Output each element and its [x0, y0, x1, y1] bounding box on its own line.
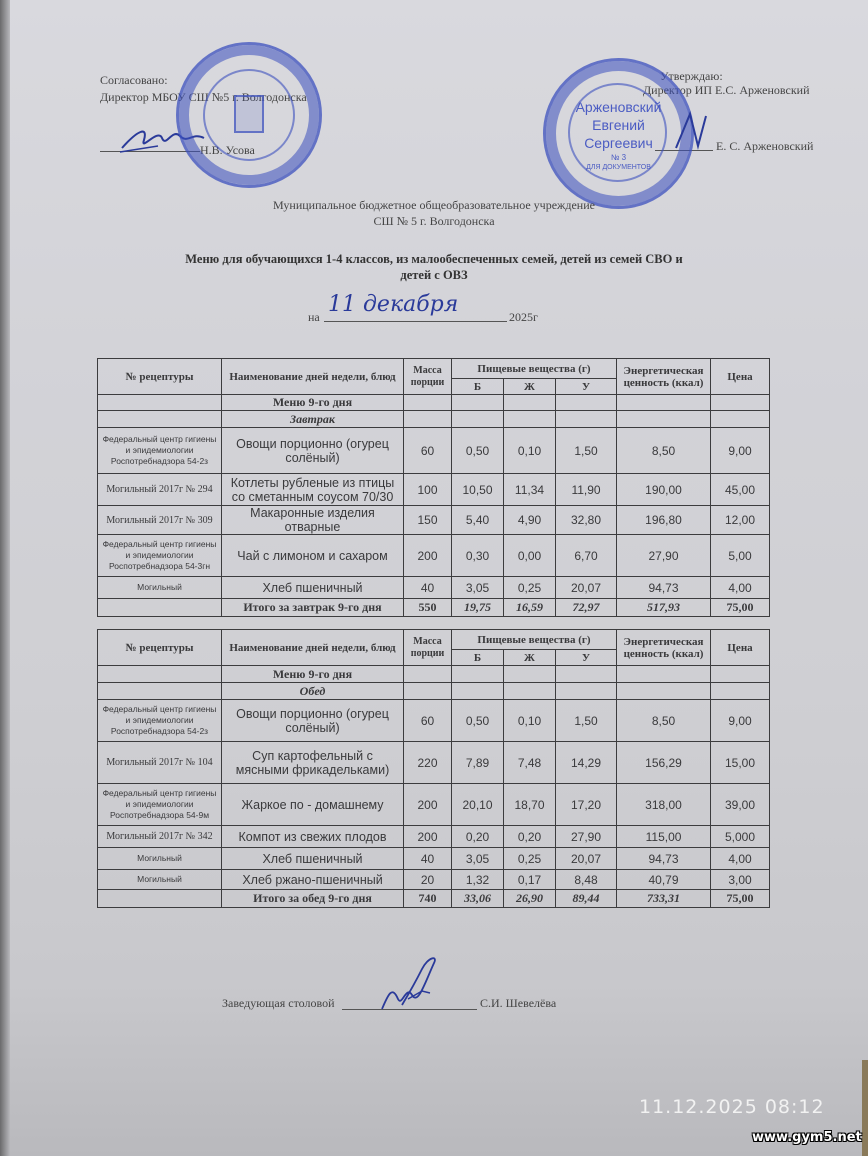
- energy-cell: 94,73: [617, 577, 711, 599]
- mass-cell: 220: [404, 742, 452, 784]
- approval-right-position: Директор ИП Е.С. Арженовский: [643, 83, 810, 97]
- col-b: Б: [452, 650, 504, 666]
- protein-cell: 1,32: [452, 870, 504, 890]
- carbs-cell: 20,07: [556, 577, 617, 599]
- col-zh: Ж: [504, 650, 556, 666]
- price-cell: 5,00: [711, 535, 770, 577]
- price-cell: 4,00: [711, 848, 770, 870]
- recipe-cell: Федеральный центр гигиены и эпидемиологии Роспотребнадзора 54-9м: [98, 784, 222, 826]
- col-zh: Ж: [504, 379, 556, 395]
- protein-cell: 10,50: [452, 474, 504, 506]
- total-protein: 19,75: [452, 599, 504, 617]
- dish-cell: Макаронные изделия отварные: [222, 506, 404, 535]
- energy-cell: 27,90: [617, 535, 711, 577]
- meal-label: Завтрак: [222, 411, 404, 428]
- dish-cell: Овощи порционно (огурец солёный): [222, 428, 404, 474]
- stamp-line-4: № 3: [610, 153, 627, 162]
- date-prefix: на: [308, 310, 320, 324]
- total-carbs: 89,44: [556, 890, 617, 908]
- recipe-cell: Федеральный центр гигиены и эпидемиологии Роспотребнадзора 54-3гн: [98, 535, 222, 577]
- dish-cell: Жаркое по - домашнему: [222, 784, 404, 826]
- approval-left-position: Директор МБОУ СШ №5 г. Волгодонска: [100, 90, 307, 104]
- carbs-cell: 27,90: [556, 826, 617, 848]
- mass-cell: 20: [404, 870, 452, 890]
- recipe-cell: Могильный: [98, 577, 222, 599]
- price-cell: 9,00: [711, 700, 770, 742]
- total-row: [98, 599, 770, 617]
- fat-cell: 4,90: [504, 506, 556, 535]
- dish-cell: Хлеб ржано-пшеничный: [222, 870, 404, 890]
- table-row: [98, 700, 770, 742]
- table-row: [98, 848, 770, 870]
- fat-cell: 0,20: [504, 826, 556, 848]
- date-handwritten: 11 декабря: [328, 292, 459, 317]
- energy-cell: 40,79: [617, 870, 711, 890]
- energy-cell: 318,00: [617, 784, 711, 826]
- footer-position: Заведующая столовой: [222, 996, 335, 1010]
- total-energy: 733,31: [617, 890, 711, 908]
- col-u: У: [556, 650, 617, 666]
- price-cell: 4,00: [711, 577, 770, 599]
- carbs-cell: 20,07: [556, 848, 617, 870]
- coat-of-arms-icon: [234, 95, 264, 133]
- protein-cell: 0,20: [452, 826, 504, 848]
- approval-left-stamp: [176, 42, 322, 188]
- table-row: [98, 742, 770, 784]
- date-year: 2025г: [509, 310, 538, 324]
- price-cell: 9,00: [711, 428, 770, 474]
- table-row: [98, 428, 770, 474]
- dish-cell: Чай с лимоном и сахаром: [222, 535, 404, 577]
- mass-cell: 60: [404, 428, 452, 474]
- col-b: Б: [452, 379, 504, 395]
- fat-cell: 0,00: [504, 535, 556, 577]
- mass-cell: 40: [404, 848, 452, 870]
- total-price: 75,00: [711, 599, 770, 617]
- org-name-line-1: Муниципальное бюджетное общеобразовательное учреждение: [273, 198, 595, 212]
- mass-cell: 200: [404, 535, 452, 577]
- protein-cell: 0,50: [452, 700, 504, 742]
- col-dish: Наименование дней недели, блюд: [222, 630, 404, 666]
- col-mass: Масса порции: [404, 630, 452, 666]
- total-price: 75,00: [711, 890, 770, 908]
- total-row: [98, 890, 770, 908]
- total-energy: 517,93: [617, 599, 711, 617]
- approval-left-name: Н.В. Усова: [200, 143, 255, 157]
- fat-cell: 18,70: [504, 784, 556, 826]
- dish-cell: Хлеб пшеничный: [222, 577, 404, 599]
- col-recipe: № рецептуры: [98, 630, 222, 666]
- carbs-cell: 8,48: [556, 870, 617, 890]
- recipe-cell: Федеральный центр гигиены и эпидемиологии Роспотребнадзора 54-2з: [98, 700, 222, 742]
- carbs-cell: 1,50: [556, 428, 617, 474]
- fat-cell: 0,17: [504, 870, 556, 890]
- stamp-line-3: Сергеевич: [584, 135, 653, 151]
- recipe-cell: Могильный 2017г № 342: [98, 826, 222, 848]
- energy-cell: 8,50: [617, 700, 711, 742]
- day-label: Меню 9-го дня: [222, 666, 404, 683]
- table-row: [98, 474, 770, 506]
- dish-cell: Овощи порционно (огурец солёный): [222, 700, 404, 742]
- menu-title-line-1: Меню для обучающихся 1-4 классов, из малообеспеченных семей, детей из семей СВО и: [185, 252, 683, 266]
- fat-cell: 7,48: [504, 742, 556, 784]
- date-line: [324, 321, 507, 322]
- price-cell: 45,00: [711, 474, 770, 506]
- approval-right-name: Е. С. Арженовский: [716, 139, 814, 153]
- stamp-line-5: ДЛЯ ДОКУМЕНТОВ: [586, 164, 651, 171]
- approval-right-label: Утверждаю:: [660, 69, 723, 83]
- stamp-line-2: Евгений: [592, 117, 645, 133]
- carbs-cell: 1,50: [556, 700, 617, 742]
- recipe-cell: Могильный: [98, 870, 222, 890]
- fat-cell: 0,10: [504, 428, 556, 474]
- recipe-cell: Федеральный центр гигиены и эпидемиологии Роспотребнадзора 54-2з: [98, 428, 222, 474]
- total-protein: 33,06: [452, 890, 504, 908]
- dish-cell: Хлеб пшеничный: [222, 848, 404, 870]
- col-mass: Масса порции: [404, 359, 452, 395]
- dish-cell: Котлеты рубленые из птицы со сметанным соусом 70/30: [222, 474, 404, 506]
- recipe-cell: Могильный: [98, 848, 222, 870]
- mass-cell: 150: [404, 506, 452, 535]
- protein-cell: 0,30: [452, 535, 504, 577]
- carbs-cell: 32,80: [556, 506, 617, 535]
- photo-left-edge: [0, 0, 10, 1156]
- mass-cell: 200: [404, 784, 452, 826]
- org-name-line-2: СШ № 5 г. Волгодонска: [373, 214, 495, 228]
- table-row: [98, 826, 770, 848]
- protein-cell: 20,10: [452, 784, 504, 826]
- carbs-cell: 6,70: [556, 535, 617, 577]
- mass-cell: 200: [404, 826, 452, 848]
- protein-cell: 7,89: [452, 742, 504, 784]
- energy-cell: 115,00: [617, 826, 711, 848]
- price-cell: 3,00: [711, 870, 770, 890]
- total-carbs: 72,97: [556, 599, 617, 617]
- table-row: [98, 577, 770, 599]
- footer-name: С.И. Шевелёва: [480, 996, 557, 1010]
- table-row: [98, 506, 770, 535]
- menu-title-line-2: детей с ОВЗ: [400, 268, 468, 282]
- table-row: [98, 784, 770, 826]
- energy-cell: 190,00: [617, 474, 711, 506]
- protein-cell: 3,05: [452, 848, 504, 870]
- fat-cell: 0,10: [504, 700, 556, 742]
- dish-cell: Суп картофельный с мясными фрикадельками): [222, 742, 404, 784]
- mass-cell: 60: [404, 700, 452, 742]
- energy-cell: 196,80: [617, 506, 711, 535]
- col-recipe: № рецептуры: [98, 359, 222, 395]
- lunch-table: [97, 629, 770, 908]
- carbs-cell: 14,29: [556, 742, 617, 784]
- recipe-cell: Могильный 2017г № 294: [98, 474, 222, 506]
- day-label: Меню 9-го дня: [222, 395, 404, 411]
- col-energy: Энергетическая ценность (ккал): [617, 630, 711, 666]
- stamp-line-1: Арженовский: [575, 99, 662, 115]
- carbs-cell: 17,20: [556, 784, 617, 826]
- approval-right-signature: [672, 110, 712, 150]
- fat-cell: 0,25: [504, 848, 556, 870]
- watermark: www.gym5.net: [752, 1130, 862, 1145]
- meal-label: Обед: [222, 683, 404, 700]
- mass-cell: 100: [404, 474, 452, 506]
- price-cell: 39,00: [711, 784, 770, 826]
- recipe-cell: Могильный 2017г № 309: [98, 506, 222, 535]
- footer-signature: [378, 955, 438, 1011]
- photo-timestamp: 11.12.2025 08:12: [639, 1096, 825, 1118]
- protein-cell: 5,40: [452, 506, 504, 535]
- energy-cell: 94,73: [617, 848, 711, 870]
- total-fat: 16,59: [504, 599, 556, 617]
- col-nutrients: Пищевые вещества (г): [452, 359, 617, 379]
- breakfast-table: [97, 358, 770, 617]
- fat-cell: 11,34: [504, 474, 556, 506]
- carbs-cell: 11,90: [556, 474, 617, 506]
- mass-cell: 40: [404, 577, 452, 599]
- col-price: Цена: [711, 359, 770, 395]
- price-cell: 12,00: [711, 506, 770, 535]
- protein-cell: 0,50: [452, 428, 504, 474]
- price-cell: 15,00: [711, 742, 770, 784]
- fat-cell: 0,25: [504, 577, 556, 599]
- dish-cell: Компот из свежих плодов: [222, 826, 404, 848]
- col-u: У: [556, 379, 617, 395]
- col-dish: Наименование дней недели, блюд: [222, 359, 404, 395]
- protein-cell: 3,05: [452, 577, 504, 599]
- price-cell: 5,000: [711, 826, 770, 848]
- energy-cell: 8,50: [617, 428, 711, 474]
- total-fat: 26,90: [504, 890, 556, 908]
- col-price: Цена: [711, 630, 770, 666]
- total-label: Итого за обед 9-го дня: [222, 890, 404, 908]
- col-energy: Энергетическая ценность (ккал): [617, 359, 711, 395]
- total-mass: 550: [404, 599, 452, 617]
- recipe-cell: Могильный 2017г № 104: [98, 742, 222, 784]
- energy-cell: 156,29: [617, 742, 711, 784]
- total-label: Итого за завтрак 9-го дня: [222, 599, 404, 617]
- table-row: [98, 870, 770, 890]
- photo-right-edge: [862, 1060, 868, 1156]
- total-mass: 740: [404, 890, 452, 908]
- table-row: [98, 535, 770, 577]
- col-nutrients: Пищевые вещества (г): [452, 630, 617, 650]
- approval-left-label: Согласовано:: [100, 73, 168, 87]
